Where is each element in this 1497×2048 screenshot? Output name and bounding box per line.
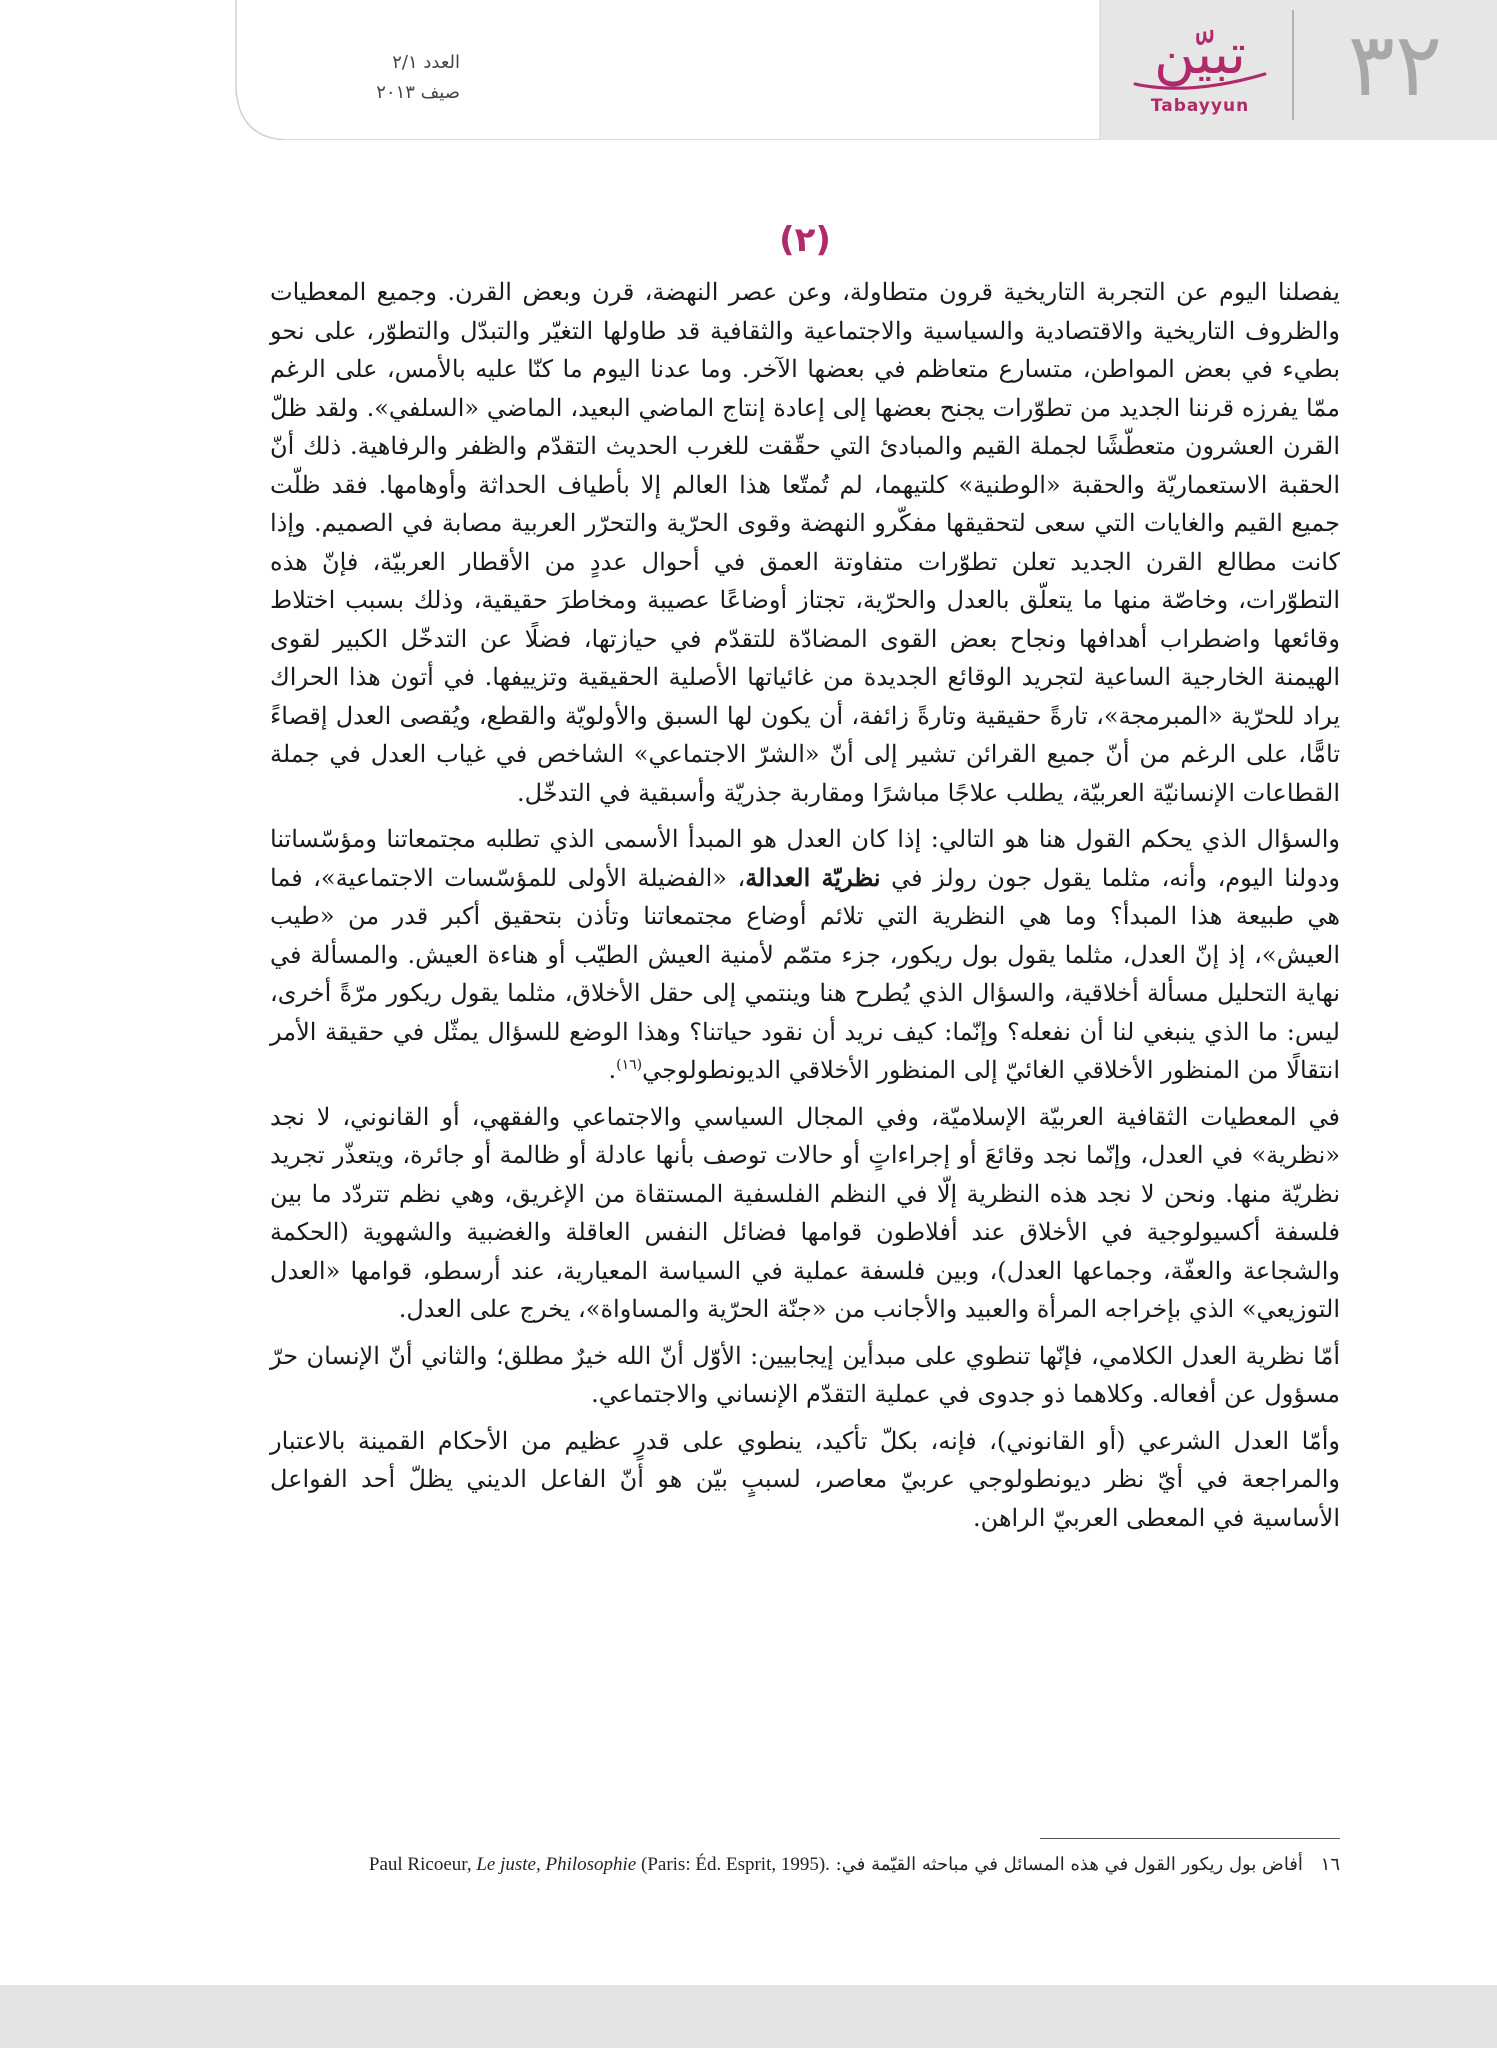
section-number: (٢) — [779, 220, 831, 260]
paragraph-3: في المعطيات الثقافية العربيّة الإسلاميّة، وفي المجال السياسي والاجتماعي والفقهي، أو القانوني، لا نجد «نظرية» في العدل، وإنّما نجد وقائعَ أو إجراءاتٍ أو حالات توصف بأنها عادلة أو ظالمة أو جائرة، ويتعذّر تجريد نظريّة منها. ونحن لا نجد هذه النظرية إلّا في النظم الفلسفية المستقاة من الإغريق، وهي نظم تتردّد ما بين فلسفة أكسيولوجية في الأخلاق عند أفلاطون قوامها فضائل النفس العاقلة والغضبية والشهوية (الحكمة والشجاعة والعفّة، وجماعها العدل)، وبين فلسفة عملية في السياسة المعيارية، عند أرسطو، قوامها «العدل التوزيعي» الذي بإخراجه المرأة والعبيد والأجانب من «جنّة الحرّية والمساواة»، يخرج على العدل. — [270, 1102, 1340, 1323]
book-title-bold: نظريّة العدالة — [745, 862, 881, 892]
footnote-citation — [369, 1854, 830, 1875]
paragraph-2-text-middle: ، «الفضيلة الأولى للمؤسّسات الاجتماعية»، فما هي طبيعة هذا المبدأ؟ وما هي النظرية التي تلائم أوضاع مجتمعاتنا وتأذن بتحقيق أكبر قدر من «طيب العيش»، إذ إنّ العدل، مثلما يقول بول ريكور، جزء متمّم لأمنية العيش الطيّب أو هناءة العيش. والمسألة في نهاية التحليل مسألة أخلاقية، والسؤال الذي يُطرح هنا وينتمي إلى حقل الأخلاق، مثلما يقول ريكور مرّةً أخرى، ليس: ما الذي ينبغي لنا أن نفعله؟ وإنّما: كيف نريد أن نقود حياتنا؟ وهذا الوضع للسؤال يمثّل في حقيقة الأمر انتقالًا من المنظور الأخلاقي الغائيّ إلى المنظور الأخلاقي الديونطولوجي — [270, 863, 1340, 1084]
logo-arabic-text: تبيّن — [1153, 22, 1246, 87]
season-label: صيف ٢٠١٣ — [376, 82, 460, 103]
paragraph-1: يفصلنا اليوم عن التجربة التاريخية قرون متطاولة، وعن عصر النهضة، قرن وبعض القرن. وجميع المعطيات والظروف التاريخية والاقتصادية والسياسية والاجتماعية والثقافية قد طاولها التغيّر والتبدّل والتطوّر، على نحو بطيء في بعض المواطن، متسارع متعاظم في بعضها الآخر. وما عدنا اليوم ما كنّا عليه بالأمس، على الرغم ممّا يفرزه قرننا الجديد من تطوّرات يجنح بعضها إلى إعادة إنتاج الماضي البعيد، الماضي «السلفي». ولقد ظلّ القرن العشرون متعطّشًا لجملة القيم والمبادئ التي حقّقت للغرب الحديث التقدّم والظفر والرفاهية. ذلك أنّ الحقبة الاستعماريّة والحقبة «الوطنية» كلتيهما، لم تُمتّعا هذا العالم إلا بأطياف الحداثة وأوهامها. فقد ظلّت جميع القيم والغايات التي سعى لتحقيقها مفكّرو النهضة وقوى الحرّية والتحرّر العربية مصابة في الصميم. وإذا كانت مطالع القرن الجديد تعلن تطوّرات متفاوتة العمق في أحوال عددٍ من الأقطار العربيّة، فإنّ هذه التطوّرات، وخاصّة منها ما يتعلّق بالعدل والحرّية، تجتاز أوضاعًا عصيبة ومخاطرَ حقيقية، وذلك بسبب اختلاط وقائعها واضطراب أهدافها ونجاح بعض القوى المضادّة للتقدّم في حيازتها، فضلًا عن التدخّل الكبير لقوى الهيمنة الخارجية الساعية لتجريد الوقائع الجديدة من غائياتها الأصلية الحقيقية وتزييفها. في أتون هذا الحراك يراد للحرّية «المبرمجة»، تارةً حقيقية وتارةً زائفة، أن يكون لها السبق والأولويّة والقطع، ويُقصى العدل إقصاءً تامًّا، على الرغم من أنّ جميع القرائن تشير إلى أنّ «الشرّ الاجتماعي» الشاخص في غياب العدل في جملة القطاعات الإنسانيّة العربيّة، يطلب علاجًا مباشرًا ومقاربة جذريّة وأسبقية في التدخّل. — [270, 278, 1340, 807]
paragraph-2-text-end: . — [608, 1056, 617, 1084]
footnote-author: Paul Ricoeur, — [368, 1854, 472, 1875]
footnote-title-part2: Philosophie — [545, 1854, 637, 1875]
logo-latin-text: Tabayyun — [1150, 96, 1250, 116]
footnote-title-part1: Le juste, — [476, 1854, 541, 1875]
footnote-divider — [1040, 1838, 1340, 1839]
footnote-reference[interactable]: (١٦) — [616, 1057, 643, 1073]
footnote-arabic-text: أفاض بول ريكور القول في هذه المسائل في مباحثه القيّمة في: — [835, 1854, 1303, 1875]
journal-logo — [1120, 16, 1280, 126]
footnote — [270, 1850, 1340, 1880]
footnote-publication: (Paris: Éd. Esprit, 1995). — [641, 1854, 830, 1875]
logo-swoosh-icon — [1130, 66, 1270, 96]
paragraph-2 — [270, 820, 1340, 1090]
page-header — [0, 0, 1497, 140]
footnote-number: ١٦ — [1320, 1854, 1340, 1875]
paragraph-5: وأمّا العدل الشرعي (أو القانوني)، فإنه، بكلّ تأكيد، ينطوي على قدرٍ عظيم من الأحكام القمينة بالاعتبار والمراجعة في أيّ نظر ديونطولوجي عربيّ معاصر، لسببٍ بيّن هو أنّ الفاعل الديني يظلّ أحد الفواعل الأساسية في المعطى العربيّ الراهن. — [270, 1426, 1340, 1532]
bottom-band — [0, 1985, 1497, 2048]
issue-label: العدد ٢/١ — [392, 52, 460, 73]
article-body — [270, 215, 1340, 1545]
header-divider — [1292, 10, 1294, 120]
issue-info — [230, 48, 460, 108]
paragraph-2-text-start: والسؤال الذي يحكم القول هنا هو التالي: إذا كان العدل هو المبدأ الأسمى الذي تطلبه مجتمعاتنا ومؤسّساتنا ودولنا اليوم، وأنه، مثلما يقول جون رولز في — [270, 825, 1341, 892]
page-number: ٣٢ — [1347, 13, 1443, 116]
paragraph-4: أمّا نظرية العدل الكلامي، فإنّها تنطوي على مبدأين إيجابيين: الأوّل أنّ الله خيرٌ مطلق؛ والثاني أنّ الإنسان حرّ مسؤول عن أفعاله. وكلاهما ذو جدوى في عملية التقدّم الإنساني والاجتماعي. — [270, 1341, 1340, 1408]
